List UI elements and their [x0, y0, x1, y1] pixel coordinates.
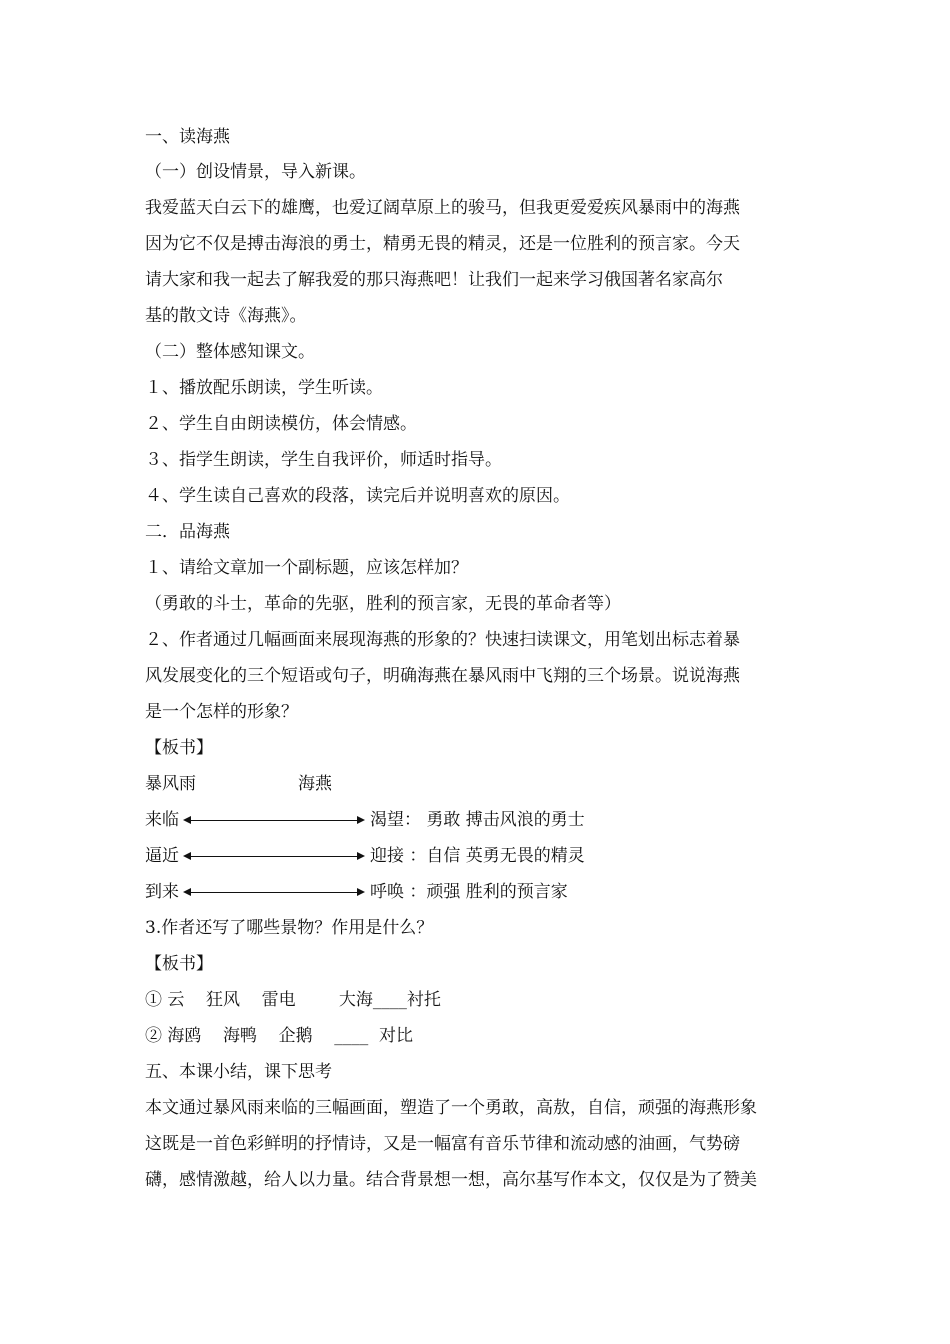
list-item: 3.作者还写了哪些景物？作用是什么？ — [145, 918, 434, 938]
paragraph-line: 礴，感情激越，给人以力量。结合背景想一想，高尔基写作本文，仅仅是为了赞美 — [145, 1170, 757, 1190]
list-item: ４、学生读自己喜欢的段落，读完后并说明喜欢的原因。 — [145, 486, 570, 506]
arrow-line — [190, 856, 357, 857]
board-label: 【板书】 — [145, 738, 213, 758]
board-row-left: 到来 — [145, 882, 179, 902]
heading-appreciate-petrel: 二．品海燕 — [145, 522, 230, 542]
board-row-right: 呼唤 ：顽强 胜利的预言家 — [370, 882, 568, 902]
board-row-right: 迎接 ：自信 英勇无畏的精灵 — [370, 846, 585, 866]
heading-summary: 五、本课小结，课下思考 — [145, 1062, 332, 1082]
paragraph-line: 我爱蓝天白云下的雄鹰，也爱辽阔草原上的骏马，但我更爱爱疾风暴雨中的海燕 — [145, 198, 740, 218]
paragraph-line: 基的散文诗《海燕》。 — [145, 306, 307, 326]
paragraph-line: 是一个怎样的形象？ — [145, 702, 298, 722]
arrow-right-icon — [357, 888, 365, 896]
subheading-intro: （一）创设情景，导入新课。 — [145, 162, 366, 182]
arrow-line — [190, 892, 357, 893]
board2-row: ① 云 狂风 雷电 大海____衬托 — [145, 990, 441, 1010]
paragraph-line: 这既是一首色彩鲜明的抒情诗，又是一幅富有音乐节律和流动感的油画，气势磅 — [145, 1134, 740, 1154]
paragraph-line: 本文通过暴风雨来临的三幅画面，塑造了一个勇敢，高敖，自信，顽强的海燕形象 — [145, 1098, 757, 1118]
arrow-line — [190, 820, 357, 821]
board-row-left: 来临 — [145, 810, 179, 830]
list-item: ２、作者通过几幅画面来展现海燕的形象的？快速扫读课文，用笔划出标志着暴 — [145, 630, 740, 650]
board2-row: ② 海鸥 海鸭 企鹅 ____ 对比 — [145, 1026, 414, 1046]
paragraph-line: 因为它不仅是搏击海浪的勇士，精勇无畏的精灵，还是一位胜利的预言家。今天 — [145, 234, 740, 254]
list-item: ２、学生自由朗读模仿，体会情感。 — [145, 414, 417, 434]
list-item: １、请给文章加一个副标题，应该怎样加？ — [145, 558, 468, 578]
arrow-right-icon — [357, 852, 365, 860]
paragraph-line: 风发展变化的三个短语或句子，明确海燕在暴风雨中飞翔的三个场景。说说海燕 — [145, 666, 740, 686]
board-row-right: 渴望： 勇敢 搏击风浪的勇士 — [370, 810, 585, 830]
heading-read-petrel: 一、读海燕 — [145, 127, 230, 147]
list-item: １、播放配乐朗读，学生听读。 — [145, 378, 383, 398]
board-label: 【板书】 — [145, 954, 213, 974]
board-head-petrel: 海燕 — [298, 774, 332, 794]
arrow-right-icon — [357, 816, 365, 824]
board-row-left: 逼近 — [145, 846, 179, 866]
paragraph-line: 请大家和我一起去了解我爱的那只海燕吧！让我们一起来学习俄国著名家高尔 — [145, 270, 723, 290]
list-item: ３、指学生朗读，学生自我评价，师适时指导。 — [145, 450, 502, 470]
board-head-storm: 暴风雨 — [145, 774, 196, 794]
subheading-overall: （二）整体感知课文。 — [145, 342, 315, 362]
answer-note: （勇敢的斗士，革命的先驱，胜利的预言家，无畏的革命者等） — [145, 594, 621, 614]
